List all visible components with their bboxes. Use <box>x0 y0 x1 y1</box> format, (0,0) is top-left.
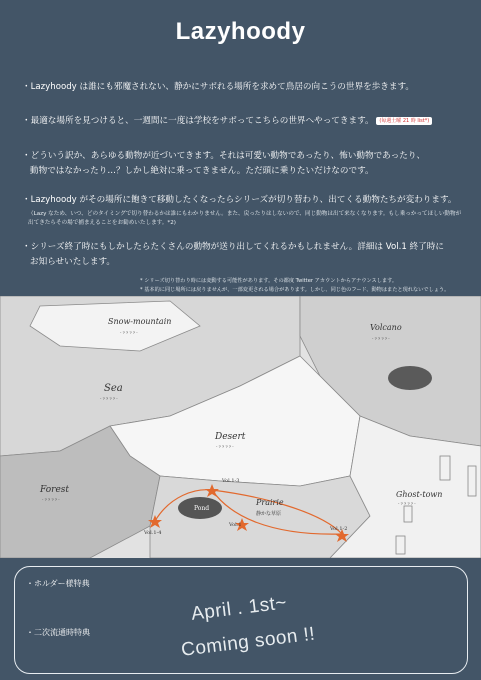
label-volcano: Volcano <box>370 323 402 332</box>
label-prairie: Prairie <box>256 498 284 507</box>
label-ghost-town: Ghost-town <box>396 490 443 499</box>
label-pond: Pond <box>194 505 210 512</box>
dots-forest: - ? ? ? ? - <box>42 497 60 502</box>
label-desert: Desert <box>215 432 246 442</box>
label-vol-1: Vol.1 <box>229 522 242 528</box>
label-sea: Sea <box>104 383 123 394</box>
ending-paragraph <box>22 240 469 270</box>
schedule-badge: (毎週土曜 21 時 list*) <box>376 117 432 125</box>
dots-desert: - ? ? ? ? - <box>216 444 234 449</box>
animals-line-2: 動物ではなかったり…？しかし絶対に乗ってきません。ただ頭に乗りたいだけなのです。 <box>30 166 374 176</box>
footnote-1: * シリーズ切り替わり時には変動する可能性があります。その都度 Twitter アカウントからアナウンスします。 <box>140 278 398 284</box>
secondary-bonus-label: ・二次流通時特典 <box>26 628 90 637</box>
animals-line-1: ・どういう訳か、あらゆる動物が近づいてきます。それは可愛い動物であったり、怖い動物であったり、 <box>22 151 426 161</box>
series-note <box>28 210 471 228</box>
animals-paragraph <box>22 149 469 179</box>
footnote-2: * 基本的に同じ場所には戻りませんが、一部変更される場合があります。しかし、同じ色のフード、動物はまたと現れないでしょう。 <box>140 287 450 293</box>
place-paragraph <box>22 114 469 129</box>
dots-ghost-town: - ? ? ? ? - <box>398 501 416 506</box>
intro-text: ・Lazyhoody は誰にも邪魔されない、静かにサボれる場所を求めて鳥居の向こうの世界を歩きます。 <box>22 82 414 92</box>
series-note-line-2: 出てきたらその場で捕まえることをお勧めいたします。*2) <box>28 220 176 226</box>
dots-sea: - ? ? ? ? - <box>100 396 118 401</box>
world-map-svg <box>0 296 481 558</box>
label-vol-1-3: Vol.1-3 <box>222 478 240 484</box>
place-text: ・最適な場所を見つけると、一週間に一度は学校をサボってこちらの世界へやってきます。 <box>22 116 374 126</box>
series-note-line-1: （Lazy なため、いつ、どのタイミングで切り替わるかは誰にもわかりません。また、戻ったりはしないので、同じ動物は出て来なくなります。もし乗っかってほしい動物が <box>28 211 462 217</box>
series-text: ・Lazyhoody がその場所に飽きて移動したくなったらシリーズが切り替わり、出てくる動物たちが変わります。 <box>22 195 457 205</box>
ending-line-1: ・シリーズ終了時にもしかしたらたくさんの動物が送り出してくれるかもしれません。詳細は Vol.1 終了時に <box>22 242 444 252</box>
dots-snow-mountain: - ? ? ? ? - <box>120 330 138 335</box>
world-map <box>0 296 481 558</box>
footnotes <box>140 277 473 295</box>
holder-bonus-label: ・ホルダー様特典 <box>26 579 90 588</box>
prairie-region <box>150 476 370 558</box>
volcano-crater <box>388 366 432 390</box>
series-paragraph <box>22 193 469 208</box>
ending-line-2: お知らせいたします。 <box>30 257 115 267</box>
page-title: Lazyhoody <box>175 18 306 45</box>
label-vol-1-2: Vol.1-2 <box>330 526 348 532</box>
label-forest: Forest <box>40 485 70 495</box>
dots-volcano: - ? ? ? ? - <box>372 336 390 341</box>
label-prairie-sub: 静かな草原 <box>256 511 282 517</box>
label-snow-mountain: Snow-mountain <box>108 317 172 326</box>
label-vol-1-4: Vol.1-4 <box>144 530 162 536</box>
intro-paragraph <box>22 80 469 95</box>
coming-soon: Coming soon !! <box>180 623 317 661</box>
coming-date: April . 1st~ <box>190 592 289 625</box>
